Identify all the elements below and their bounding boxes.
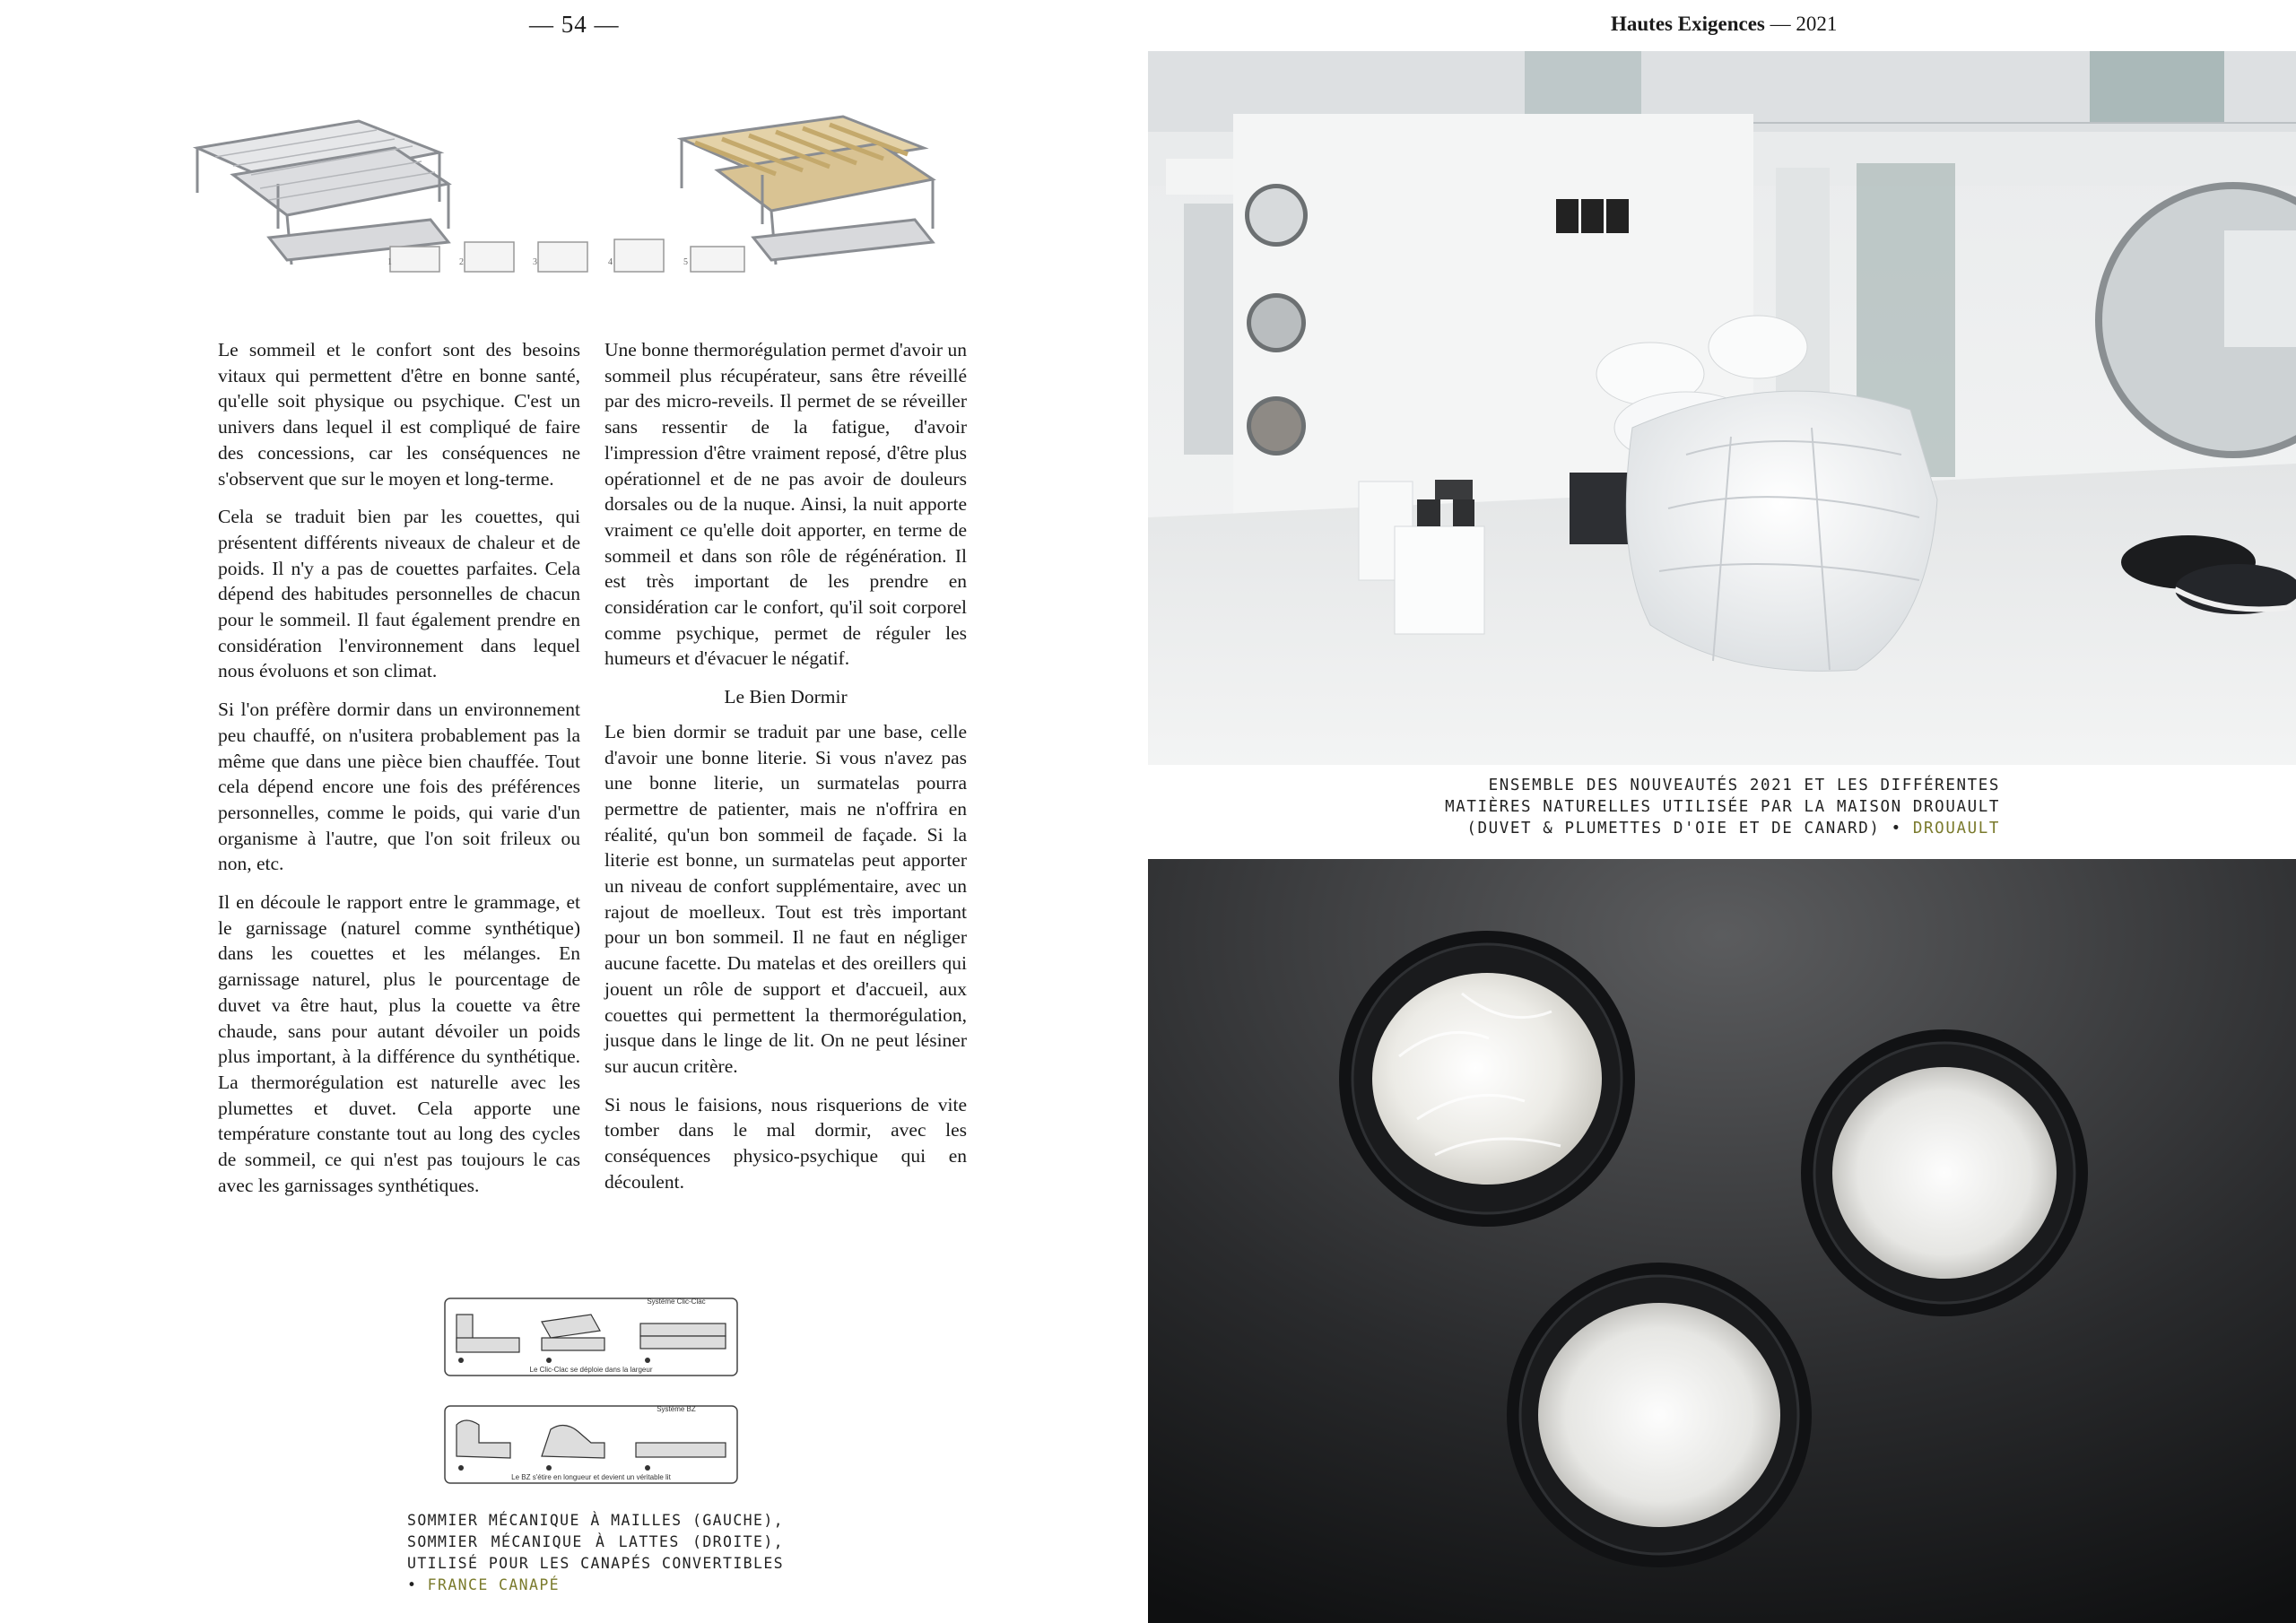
mesh-frame — [197, 121, 448, 265]
paragraph: Il en découle le rapport entre le grammage, et le garnissage (naturel comme synthétique) dans les couettes et les mélanges. En garnissage naturel, plus le pourcentage de duvet va être haut, plus la couette va être chaude, sans pour autant dévoiler un poids plus important, à la différence du synthétique. La thermorégulation est naturelle avec les plumettes et duvet. Cela apporte une température constante tout au long des cycles de sommeil, ce qui n'est pas toujours le cas avec les garnissages synthétiques. — [218, 891, 580, 1196]
text-column-1 — [218, 337, 580, 1211]
sofa-systems-diagram — [443, 1295, 739, 1485]
sofa-bed-frames-illustration — [179, 85, 969, 291]
paragraph: Le bien dormir se traduit par une base, celle d'avoir une bonne literie. Si vous n'avez pas une bonne literie, un surmatelas pourra permettre de patienter, mais ne n'offrira en réalité, qu'un bon sommeil de façade. Si la literie est bonne, un surmatelas peut apporter un niveau de confort supplémentaire, avec un rajout de moelleux. Tout est très important pour un bon sommeil. Il ne faut en négliger aucune facette. Du matelas et des oreillers qui jouent un rôle de support et d'accueil, aux couettes qui permettent la thermorégulation, jusque dans le linge de lit. On ne peut lésiner sur aucun critère. — [604, 720, 967, 1077]
running-head — [1611, 13, 1837, 36]
slatted-frame — [682, 117, 933, 265]
svg-text:1: 1 — [387, 257, 392, 267]
running-head-year: — 2021 — [1764, 13, 1838, 35]
magazine-title: Hautes Exigences — [1611, 13, 1765, 35]
paragraph: Une bonne thermorégulation permet d'avoir un sommeil plus récupérateur, sans être réveillé par des micro-reveils. Il permet de se réveiller sans ressentir de la fatigue, d'avoir l'impression d'être vraiment reposé, d'être plus opérationnel et de ne pas avoir de douleurs dorsales ou de la nuque. Ainsi, la nuit apporte vraiment ce qu'elle doit apporter, en terme de sommeil et dans son rôle de régénération. Il est très important de les prendre en considération car le confort, qu'il soit corporel comme psychique, permet de réguler les humeurs et d'évacuer le négatif. — [604, 339, 967, 670]
clic-clac-panel — [445, 1298, 737, 1376]
text-column-2 — [604, 337, 967, 1208]
page-number: — 54 — — [529, 11, 620, 38]
caption-right — [1444, 775, 2000, 839]
bz-caption: Le BZ s'étire en longueur et devient un véritable lit — [511, 1473, 671, 1481]
paragraph: Si l'on préfère dormir dans un environnement peu chauffé, on n'usitera probablement pas la même que dans une pièce bien chauffée. Tout cela dépend encore une fois des préférences personnelles, comme le poids, qui varie d'un organisme à l'autre, que l'on soit frileux ou non, etc. — [218, 699, 580, 875]
bz-panel — [445, 1405, 737, 1483]
svg-text:4: 4 — [608, 257, 613, 267]
svg-text:3: 3 — [533, 257, 537, 267]
feather-bowls-photo — [1148, 859, 2296, 1623]
clic-clac-caption: Le Clic-Clac se déploie dans la largeur — [529, 1366, 653, 1374]
photo-credit: FRANCE CANAPÉ — [427, 1576, 561, 1593]
caption-text: ENSEMBLE DES NOUVEAUTÉS 2021 ET LES DIFFÉRENTES MATIÈRES NATURELLES UTILISÉE PAR LA MAISON DROUAULT (DUVET & PLUMETTES D'OIE ET DE CANARD) • — [1445, 777, 2000, 838]
section-subheading: Le Bien Dormir — [724, 686, 848, 708]
paragraph: Cela se traduit bien par les couettes, qui présentent différents niveaux de chaleur et de poids. Il n'y a pas de couettes parfaites. Cela dépend des habitudes personnelles de chacun pour le sommeil. Il faut également prendre en considération l'environnement dans lequel nous évoluons et son climat. — [218, 506, 580, 682]
bowl-down — [1801, 1029, 2088, 1316]
bowl-down — [1507, 1263, 1812, 1567]
photo-credit: DROUAULT — [1912, 820, 2000, 838]
bz-title: Système BZ — [657, 1405, 696, 1413]
svg-text:2: 2 — [459, 257, 464, 267]
clic-clac-title: Système Clic-Clac — [647, 1298, 706, 1306]
bedroom-photo — [1148, 51, 2296, 765]
paragraph: Si nous le faisions, nous risquerions de vite tomber dans le mal dormir, avec les conséquences physico-psychique qui en découlent. — [604, 1093, 967, 1193]
bowl-feathers — [1339, 931, 1635, 1227]
caption-text: SOMMIER MÉCANIQUE À MAILLES (GAUCHE), SOMMIER MÉCANIQUE À LATTES (DROITE), UTILISÉ POUR LES CANAPÉS CONVERTIBLES • — [407, 1512, 784, 1593]
svg-text:5: 5 — [683, 257, 688, 267]
caption-left — [407, 1510, 784, 1596]
paragraph: Le sommeil et le confort sont des besoins vitaux qui permettent d'être en bonne santé, qu'elle soit physique ou psychique. C'est un univers dans lequel il est compliqué de faire des concessions, car les conséquences ne s'observent que sur le moyen et long-terme. — [218, 339, 580, 490]
